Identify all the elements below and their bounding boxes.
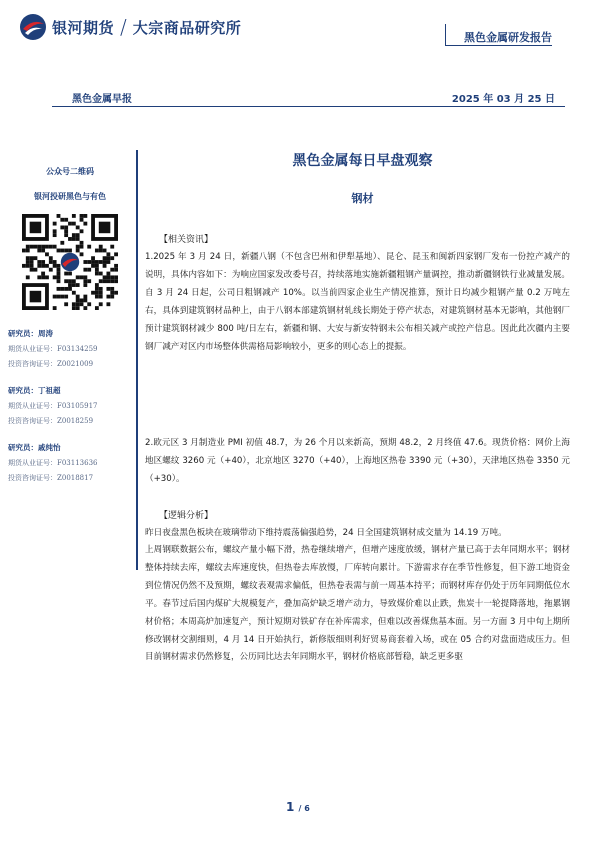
analyst-name: 研究员：戚纯怡 [8, 443, 61, 452]
page-current: 1 [286, 800, 295, 814]
news-paragraph-2: 2.欧元区 3 月制造业 PMI 初值 48.7，为 26 个月以来新高，预期 48.2，2 月终值 47.6。现货价格：网价上海地区螺纹 3260 元（+40），北京地区 3270（+40），上海地区热卷 3390 元（+30），天津地区热卷 3350 元（+30）。 [145, 438, 570, 484]
section-title: 钢材 [351, 192, 374, 205]
qr-code [22, 214, 118, 310]
analyst-name: 研究员：周涛 [8, 329, 53, 338]
analyst-name: 研究员：丁祖超 [8, 386, 61, 395]
company-name: 银河期货 [52, 18, 115, 37]
qr-title: 公众号二维码 [46, 166, 94, 176]
analyst-advisory-license: 投资咨询证号：Z0021009 [8, 360, 94, 368]
sidebar [8, 166, 132, 499]
main-content [145, 150, 570, 663]
sidebar-divider [136, 150, 138, 570]
logo-divider: / [120, 15, 127, 39]
logic-paragraph-2: 上周钢联数据公布，螺纹产量小幅下滑，热卷继续增产，但增产速度放缓，钢材产量已高于去年同期水平；钢材整体持续去库，螺纹去库速度快，但热卷去库放慢，厂库转向累计。下游需求存在季节性修复，但下游工地资金到位情况仍然不及预期，螺纹表观需求偏低，但热卷表需与前一周基本持平；而钢材库存仍处于历年同期低位水平。春节过后国内煤矿大规模复产，叠加高炉缺乏增产动力，导致煤价难以止跌，焦炭十一轮提降落地，拖累钢材价格；本周高炉加速复产，预计短期对铁矿存在补库需求，但难以改善煤焦基本面。另一方面 3 月中旬上期所修改钢材交割细则，4 月 14 日开始执行，新修版细则利好贸易商套着入场，或在 05 合约对盘面造成压力。但目前钢材需求仍然修复，公历同比达去年同期水平，钢材价格底部暂稳，缺乏更多驱 [145, 545, 570, 663]
company-logo [18, 12, 241, 42]
header-divider-vertical [445, 24, 446, 46]
page-number [286, 800, 310, 814]
analyst-list [8, 328, 132, 483]
logic-paragraph-1: 昨日夜盘黑色板块在玻璃带动下维持震荡偏强趋势，24 日全国建筑钢材成交量为 14.19 万吨。 [145, 528, 507, 538]
analyst-advisory-license: 投资咨询证号：Z0018817 [8, 474, 94, 482]
report-category: 黑色金属早报 [72, 94, 132, 105]
analyst-futures-license: 期货从业证号：F03134259 [8, 345, 98, 353]
header-divider [445, 45, 552, 46]
report-date: 2025 年 03 月 25 日 [451, 94, 555, 105]
analyst-futures-license: 期货从业证号：F03105917 [8, 402, 98, 410]
news-heading: 【相关资讯】 [159, 235, 214, 245]
qr-caption: 银河投研黑色与有色 [34, 191, 106, 201]
institute-name: 大宗商品研究所 [132, 18, 242, 37]
analyst-advisory-license: 投资咨询证号：Z0018259 [8, 417, 94, 425]
page-total: / 6 [298, 804, 310, 813]
report-type: 黑色金属研发报告 [464, 31, 552, 44]
logic-heading: 【逻辑分析】 [159, 511, 214, 521]
analyst-futures-license: 期货从业证号：F03113636 [8, 459, 98, 467]
galaxy-logo-icon [18, 12, 48, 42]
document-title: 黑色金属每日早盘观察 [292, 153, 433, 169]
analyst-entry [8, 442, 132, 483]
analyst-entry [8, 385, 132, 426]
news-paragraph-1: 1.2025 年 3 月 24 日，新疆八钢（不包含巴州和伊犁基地）、昆仑、昆玉和闽新四家钢厂发布一份控产减产的说明，具体内容如下：为响应国家发改委号召，持续落地实施新疆粗钢产量调控，推动新疆钢铁行业减量发展。自 3 月 24 日起，公司日粗钢减产 10%。以当前四家企业生产情况推算，预计日均减少粗钢产量 0.2 万吨左右，具体到建筑钢材品种上，由于八钢本部建筑钢材轧线长期处于停产状态，对建筑钢材基本无影响，其他钢厂预计建筑钢材减少 800 吨/日左右，新疆和钢、大安与新安特钢未公布相关减产或控产信息。因此此次疆内主要钢厂减产对区内市场整体供需格局影响较小，更多的则心态上的提振。 [145, 252, 570, 352]
qr-code-icon [22, 214, 118, 310]
analyst-entry [8, 328, 132, 369]
subheader-divider [52, 106, 565, 107]
